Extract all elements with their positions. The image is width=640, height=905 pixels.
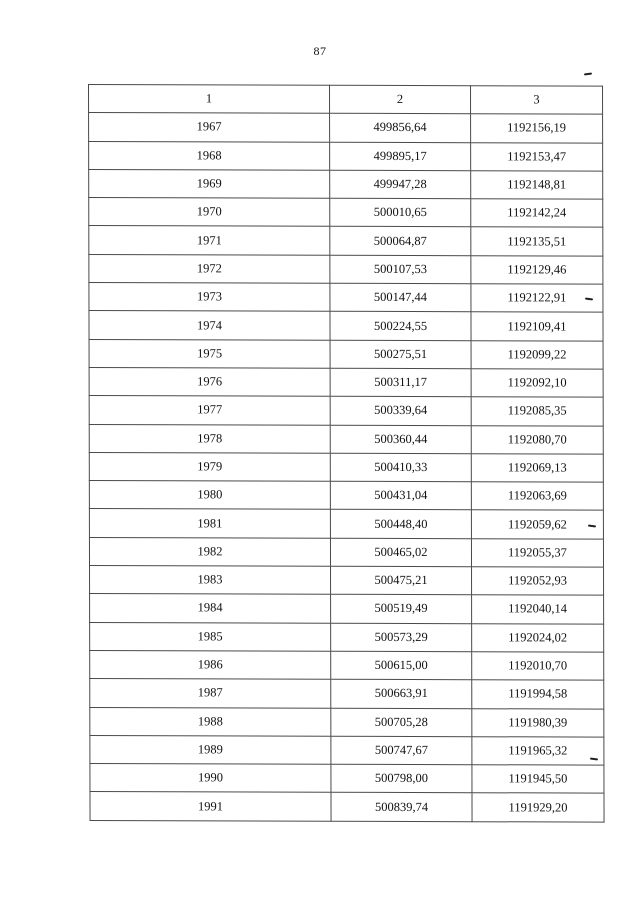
table-cell: 1192153,47 [471, 142, 603, 171]
table-row [89, 254, 603, 284]
table-row [90, 622, 604, 652]
table-cell: 500465,02 [330, 538, 471, 567]
table-cell: 1991 [90, 792, 331, 821]
table-cell: 1968 [89, 141, 330, 170]
table-row [89, 113, 603, 143]
table-cell: 1990 [90, 764, 331, 793]
table-cell: 499895,17 [330, 142, 471, 171]
table-cell: 1192109,41 [471, 312, 603, 341]
page-number: 87 [313, 44, 327, 58]
table-cell: 500705,28 [331, 708, 472, 737]
table-cell: 500311,17 [330, 368, 471, 397]
table-row [90, 792, 604, 822]
table-cell: 1973 [89, 283, 330, 312]
table-row [89, 424, 603, 454]
column-header: 1 [89, 85, 330, 114]
table-row [89, 509, 603, 539]
table-cell: 1192085,35 [471, 397, 603, 426]
table-cell: 1191980,39 [472, 708, 604, 737]
table-cell: 1192122,91 [471, 284, 603, 313]
table-cell: 1192135,51 [471, 227, 603, 256]
table-cell: 1191965,32 [472, 737, 604, 766]
table-cell: 1192092,10 [471, 369, 603, 398]
table-cell: 1192055,37 [471, 538, 603, 567]
table-cell: 1192024,02 [472, 623, 604, 652]
table-cell: 1981 [89, 509, 330, 538]
table-row [89, 396, 603, 426]
table-cell: 1978 [89, 424, 330, 453]
table-cell: 1191994,58 [472, 680, 604, 709]
table-cell: 1192148,81 [471, 171, 603, 200]
table-row [89, 311, 603, 341]
table-cell: 500839,74 [331, 793, 472, 822]
table-cell: 1192142,24 [471, 199, 603, 228]
coordinates-table [88, 84, 605, 822]
table-cell: 1983 [90, 566, 331, 595]
column-header: 3 [471, 86, 603, 115]
margin-tick-mark [584, 72, 592, 75]
table-cell: 1974 [89, 311, 330, 340]
table-row [89, 367, 603, 397]
table-cell: 500410,33 [330, 453, 471, 482]
table-cell: 500010,65 [330, 198, 471, 227]
table-row [89, 283, 603, 313]
table-cell: 1192069,13 [471, 454, 603, 483]
table-cell: 1987 [90, 679, 331, 708]
table-row [90, 707, 604, 737]
table-row [89, 339, 603, 369]
table-row [89, 169, 603, 199]
table-cell: 500107,53 [330, 255, 471, 284]
table-cell: 1986 [90, 650, 331, 679]
table-row [90, 650, 604, 680]
table-row [90, 735, 604, 765]
table-cell: 1976 [89, 367, 330, 396]
table-cell: 500615,00 [331, 651, 472, 680]
table-row [89, 141, 603, 171]
table-cell: 500339,64 [330, 397, 471, 426]
table-row [90, 594, 604, 624]
table-cell: 1969 [89, 169, 330, 198]
table-cell: 1988 [90, 707, 331, 736]
table-row [89, 452, 603, 482]
table-cell: 1192059,62 [471, 510, 603, 539]
table-row [89, 537, 603, 567]
table-cell: 500475,21 [331, 566, 472, 595]
table-row [90, 566, 604, 596]
table-cell: 500747,67 [331, 736, 472, 765]
table-cell: 1980 [89, 481, 330, 510]
table-cell: 1970 [89, 198, 330, 227]
table-cell: 500147,44 [330, 283, 471, 312]
table-cell: 500448,40 [330, 510, 471, 539]
table-cell: 500064,87 [330, 227, 471, 256]
table-cell: 1989 [90, 735, 331, 764]
table-cell: 500573,29 [331, 623, 472, 652]
table-cell: 500519,49 [331, 595, 472, 624]
table-row [89, 481, 603, 511]
table-cell: 1192099,22 [471, 340, 603, 369]
table-cell: 1192010,70 [472, 652, 604, 681]
table-cell: 500431,04 [330, 481, 471, 510]
table-row [90, 679, 604, 709]
table-cell: 499947,28 [330, 170, 471, 199]
table-cell: 1192156,19 [471, 114, 603, 143]
table-row [89, 226, 603, 256]
table-cell: 1192063,69 [471, 482, 603, 511]
table-body [89, 113, 604, 822]
table-cell: 1984 [90, 594, 331, 623]
table-row [89, 198, 603, 228]
table-cell: 1972 [89, 254, 330, 283]
table-cell: 500798,00 [331, 764, 472, 793]
table-cell: 1977 [89, 396, 330, 425]
table-cell: 1192129,46 [471, 255, 603, 284]
table-cell: 1971 [89, 226, 330, 255]
table-cell: 1192080,70 [471, 425, 603, 454]
table-cell: 1982 [89, 537, 330, 566]
table-cell: 1192052,93 [472, 567, 604, 596]
table-cell: 1985 [90, 622, 331, 651]
table-cell: 500275,51 [330, 340, 471, 369]
table-cell: 1979 [89, 452, 330, 481]
table-cell: 500224,55 [330, 312, 471, 341]
table-cell: 500360,44 [330, 425, 471, 454]
table-cell: 1191945,50 [472, 765, 604, 794]
table-header-row [89, 85, 603, 115]
table-cell: 499856,64 [330, 114, 471, 143]
table-cell: 1975 [89, 339, 330, 368]
table-cell: 1967 [89, 113, 330, 142]
table-row [90, 764, 604, 794]
column-header: 2 [330, 85, 471, 114]
table-cell: 1192040,14 [472, 595, 604, 624]
table-cell: 500663,91 [331, 679, 472, 708]
table-cell: 1191929,20 [472, 793, 604, 822]
